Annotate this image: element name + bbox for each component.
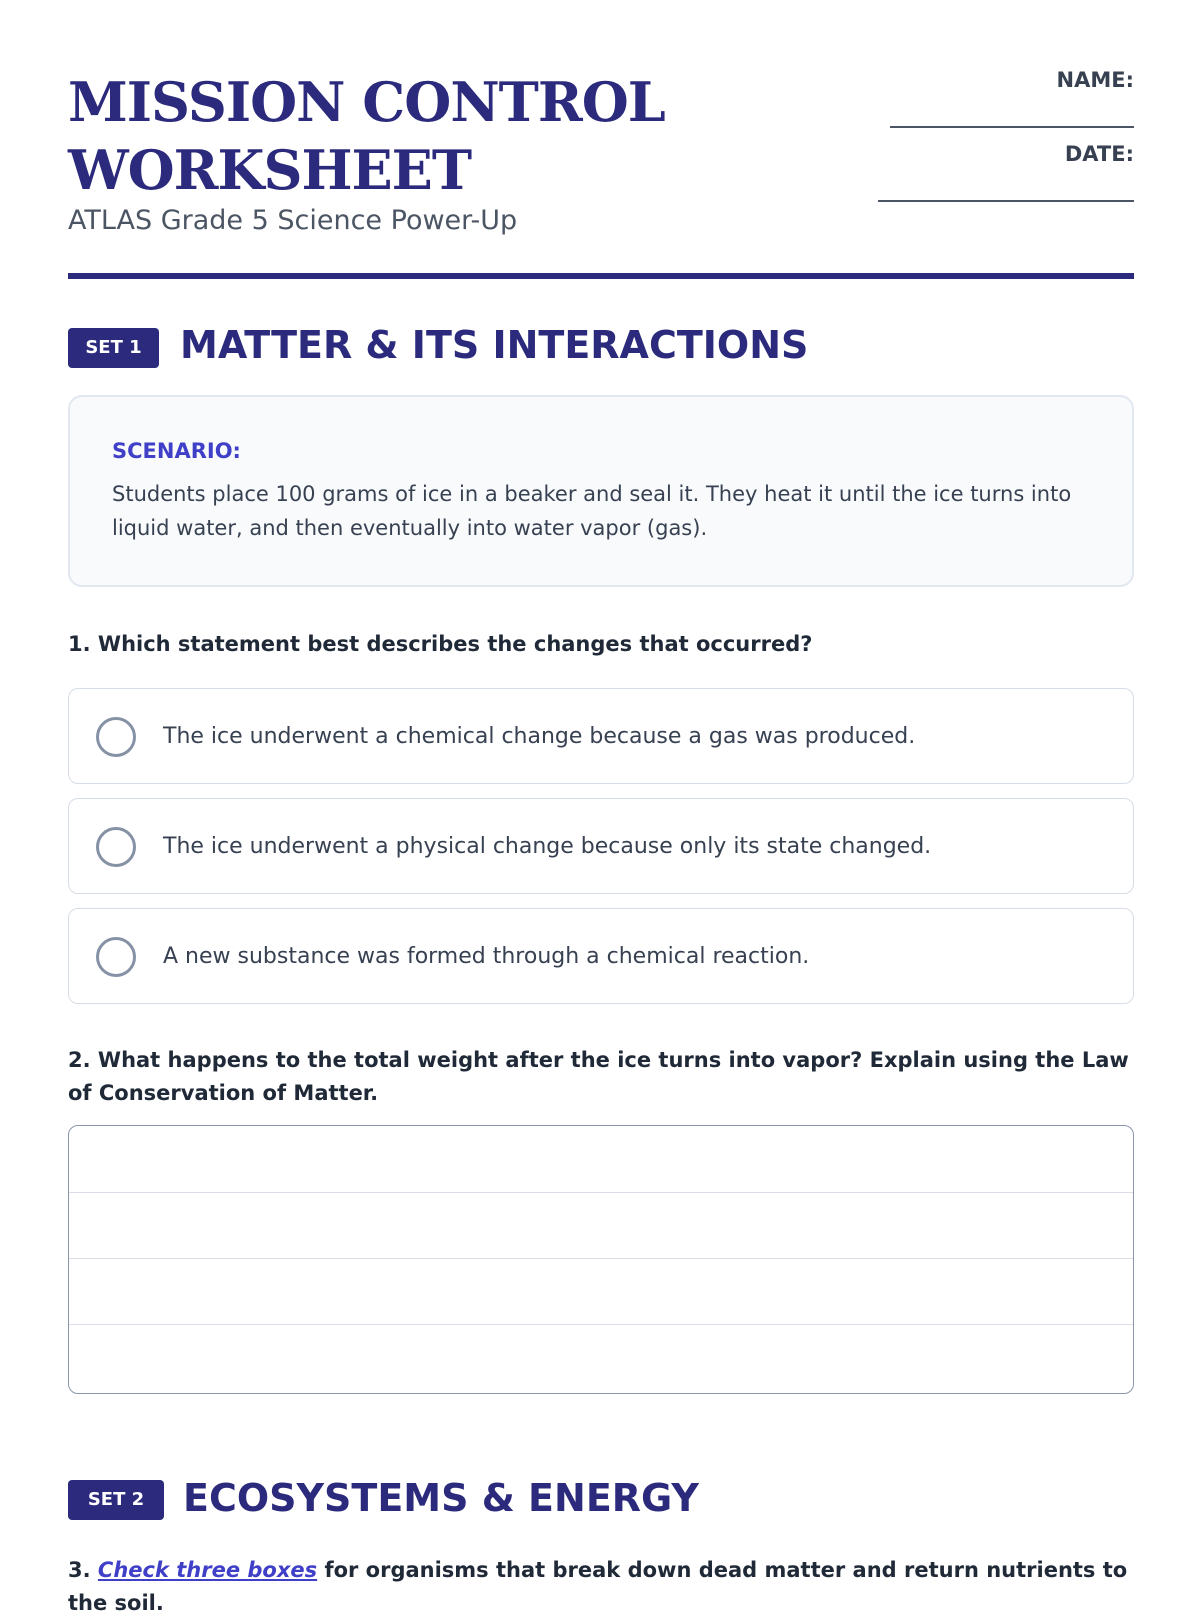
question-1-option-a[interactable] [68,688,1134,784]
worksheet-title: MISSION CONTROL WORKSHEET [68,70,665,202]
question-2-answer-area[interactable] [68,1125,1134,1394]
date-field-line[interactable] [878,200,1134,202]
option-label: A new substance was formed through a chemical reaction. [163,944,810,969]
worksheet-subtitle: ATLAS Grade 5 Science Power-Up [68,205,518,236]
option-label: The ice underwent a physical change because only its state changed. [163,834,932,859]
radio-button[interactable] [96,827,136,867]
question-3-instruction-emphasis: Check three boxes [97,1558,318,1582]
set-2-badge: SET 2 [68,1480,164,1520]
question-1-prompt: 1. Which statement best describes the changes that occurred? [68,632,813,656]
question-3-number: 3. [68,1558,91,1582]
question-1-option-b[interactable] [68,798,1134,894]
set-1-badge: SET 1 [68,328,159,368]
radio-button[interactable] [96,937,136,977]
question-3-text: for organisms that break down dead matter and return nutrients to the soil. [68,1558,1128,1615]
option-label: The ice underwent a chemical change because a gas was produced. [163,724,916,749]
scenario-box [68,395,1134,587]
set-1-title: MATTER & ITS INTERACTIONS [180,323,809,367]
question-2-prompt: 2. What happens to the total weight after the ice turns into vapor? Explain using the Law of Conservation of Matter. [68,1048,1129,1105]
writing-line [69,1258,1133,1259]
scenario-text: Students place 100 grams of ice in a beaker and seal it. They heat it until the ice turns into liquid water, and then eventually into water vapor (gas). [112,482,1072,540]
name-label: NAME: [1056,68,1134,92]
name-field-line[interactable] [890,126,1134,128]
date-label: DATE: [1064,142,1134,166]
question-1-option-c[interactable] [68,908,1134,1004]
header-divider [68,273,1134,279]
set-2-title: ECOSYSTEMS & ENERGY [183,1476,699,1520]
writing-line [69,1192,1133,1193]
radio-button[interactable] [96,717,136,757]
question-3-prompt [68,1554,1138,1620]
writing-line [69,1324,1133,1325]
scenario-label: SCENARIO: [112,439,241,463]
